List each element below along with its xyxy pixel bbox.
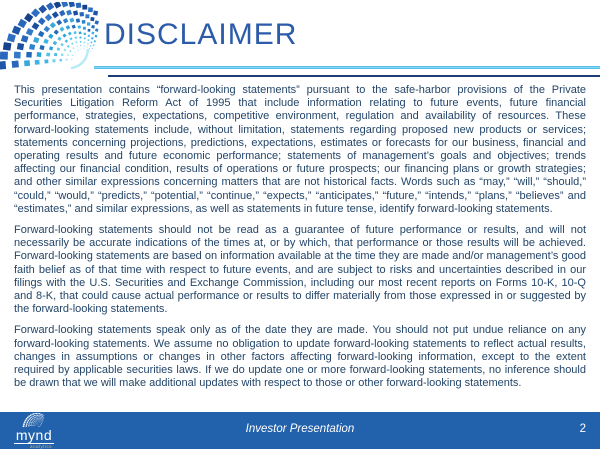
title-rule-dark — [108, 75, 600, 77]
disclaimer-paragraph-1: This presentation contains “forward-looking statements” pursuant to the safe-harbor provisions of the Private Securities Litigation Reform Act of 1995 that include information relating to future events, future financial performance, strategies, expectations, competitive environment, regulation and availability of resources. These forward-looking statements include, without limitation, statements regarding proposed new products or services; statements concerning projections, predictions, expectations, estimates or forecasts for our business, financial and operating results and future economic performance; statements of management’s goals and objectives; trends affecting our financial condition, results of operations or future prospects; our financing plans or growth strategies; and other similar expressions concerning matters that are not historical facts. Words such as “may,” “will,” “should,” “could,” “would,” “predicts,” “potential,” “continue,” “expects,” “anticipates,” “future,” “intends,” “plans,” “believes” and “estimates,” and similar expressions, as well as statements in future tense, identify forward-looking statements. — [14, 84, 586, 215]
footer-logo-wordmark: mynd — [15, 427, 53, 443]
disclaimer-paragraph-2: Forward-looking statements should not be read as a guarantee of future performance or results, and will not necessarily be accurate indications of the times at, or by which, that performance or those results will be achieved. Forward-looking statements are based on information available at the time they are made and/or management’s good faith belief as of that time with respect to future events, and are subject to risks and uncertainties described in our filings with the U.S. Securities and Exchange Commission, including our most recent reports on Forms 10-K, 10-Q and 8-K, that could cause actual performance or results to differ materially from those expressed in or suggested by the forward-looking statements. — [14, 224, 586, 316]
footer-logo-subtext: analytics — [29, 444, 52, 449]
slide-footer — [0, 412, 600, 449]
page-number: 2 — [579, 423, 586, 435]
disclaimer-text-block — [14, 84, 586, 398]
disclaimer-paragraph-3: Forward-looking statements speak only as of the date they are made. You should not put undue reliance on any forward-looking statements. We assume no obligation to update forward-looking statements to reflect actual results, changes in assumptions or changes in other factors affecting forward-looking information, except to the extent required by applicable securities laws. If we do update one or more forward-looking statements, no inference should be drawn that we will make additional updates with respect to those or other forward-looking statements. — [14, 324, 586, 390]
footer-presentation-label: Investor Presentation — [245, 423, 355, 435]
slide-title: DISCLAIMER — [104, 18, 298, 51]
mynd-fan-logo-icon — [0, 2, 104, 74]
title-rule-light — [94, 66, 600, 69]
